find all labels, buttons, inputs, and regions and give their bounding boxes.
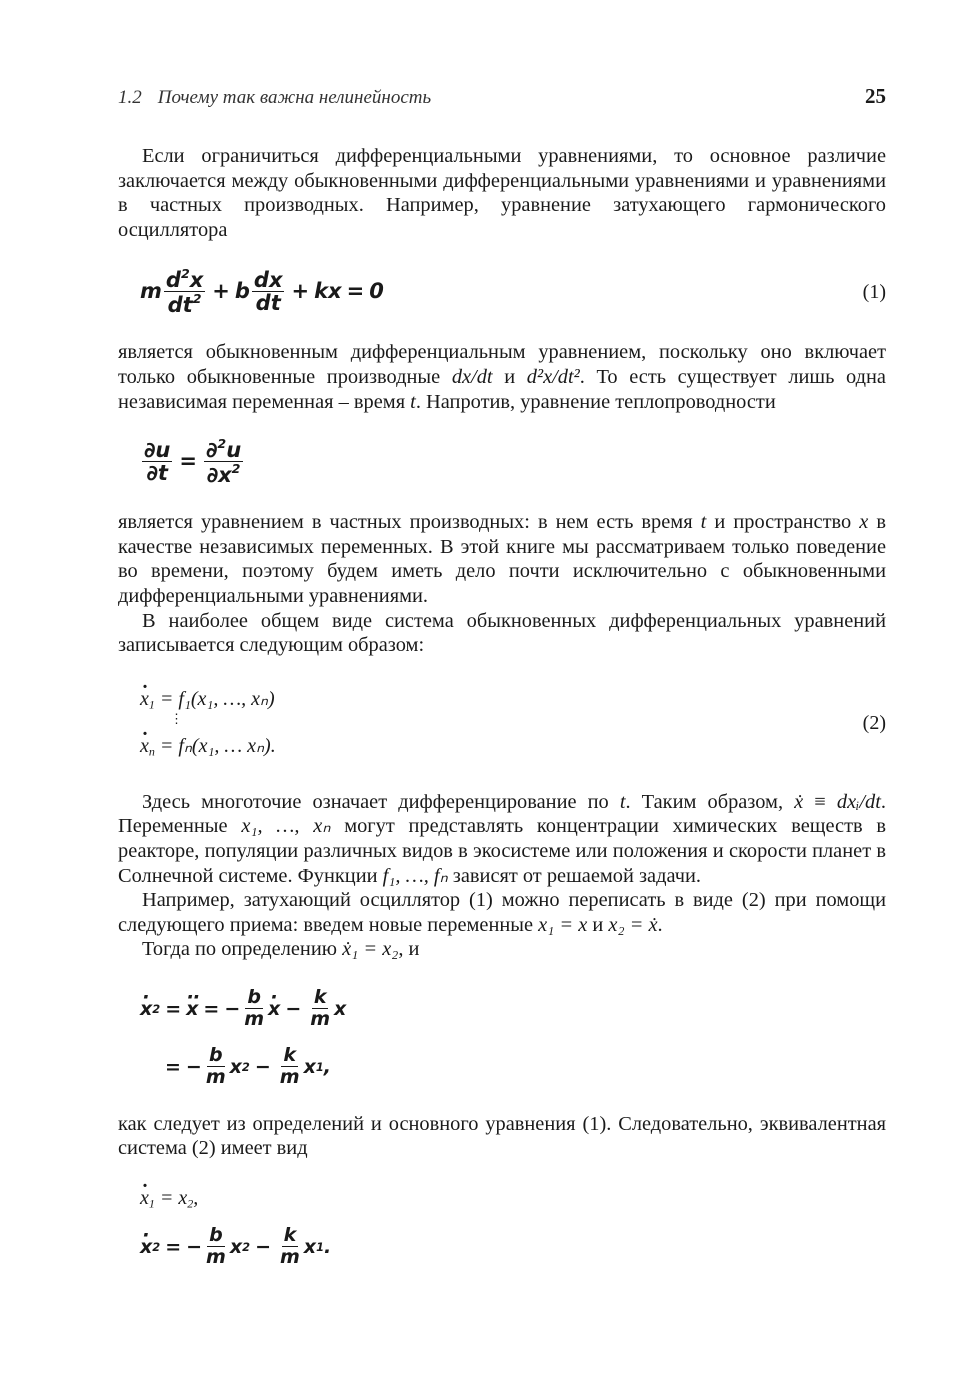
paragraph-1: Если ограничиться дифференциальными уравнениями, то основное различие заключается между обыкновенными дифференциальными уравнениями и уравнениями в частных производных. Например, уравнение затухающего гармонического осциллятора: [118, 145, 886, 241]
derivation-line-1: · x 2 = ·· x = − $\frac{b}{m}$ · x − $\frac{k}{m}$ x: [140, 980, 886, 1038]
heat-equation-body: $\frac{\partial u}{\partial t}$ = $\frac{\partial^2u}{\partial x^2}$: [144, 436, 242, 487]
paragraph-6: Например, затухающий осциллятор (1) можно переписать в виде (2) при помощи следующего приема: введем новые переменные x₁ = x и x₂ = ẋ.: [118, 889, 886, 936]
section-title: Почему так важна нелинейность: [157, 87, 432, 108]
equation-1: [118, 244, 886, 340]
page: [118, 84, 886, 1277]
heat-equation: [118, 414, 886, 510]
equivalent-system: [118, 1161, 886, 1277]
equation-2: [118, 658, 886, 790]
equation-2-number: (2): [862, 712, 886, 735]
derivation-line-2: = − $\frac{b}{m}$ x 2 − $\frac{k}{m}$ x 1 ,: [165, 1043, 332, 1088]
paragraph-4: В наиболее общем виде система обыкновенных дифференциальных уравнений записывается следующим образом:: [118, 609, 886, 657]
section-number: 1.2: [118, 87, 142, 108]
equation-1-body: m $\frac{d^2x}{dt^2}$ + b $\frac{dx}{dt}$ + kx = 0: [140, 266, 384, 318]
derivation-equations: [118, 962, 886, 1112]
equation-2-body: · $x_1 = f_1(x_1$, …, xₙ) ⋮ · $x_n = f_n(x_1$, … xₙ).: [140, 686, 276, 761]
paragraph-5: Здесь многоточие означает дифференцирование по t. Таким образом, ẋ ≡ dxᵢ/dt. Переменные x₁, …, xₙ могут представлять концентрации химических веществ в реакторе, популяции различных видов в экосистеме или положения и скорости планет в Солнечной системе. Функции f₁, …, fₙ зависят от решаемой задачи.: [118, 790, 887, 887]
paragraph-8: как следует из определений и основного уравнения (1). Следовательно, эквивалентная система (2) имеет вид: [118, 1112, 886, 1160]
paragraph-3: является уравнением в частных производных: в нем есть время t и пространство x в качестве независимых переменных. В этой книге мы рассматриваем только поведение во времени, поэтому будем иметь дело почти исключительно с обыкновенными дифференциальными уравнениями.: [118, 511, 886, 607]
paragraph-2: является обыкновенным дифференциальным уравнением, поскольку оно включает только обыкновенные производные dx/dt и d²x/dt². То есть существует лишь одна независимая переменная – время t. Напротив, уравнение теплопроводности: [118, 341, 886, 413]
equation-1-number: (1): [862, 280, 886, 303]
equivalent-line-1: · $x_1 = x_2$,: [140, 1187, 886, 1217]
equivalent-line-2: · x 2 = − $\frac{b}{m}$ x 2 − $\frac{k}{m}$ x 1 .: [140, 1217, 886, 1277]
paragraph-7: Тогда по определению ẋ₁ = x₂, и: [142, 938, 420, 961]
section-heading: [118, 87, 431, 109]
page-number: 25: [865, 84, 886, 108]
running-header: [118, 84, 886, 114]
